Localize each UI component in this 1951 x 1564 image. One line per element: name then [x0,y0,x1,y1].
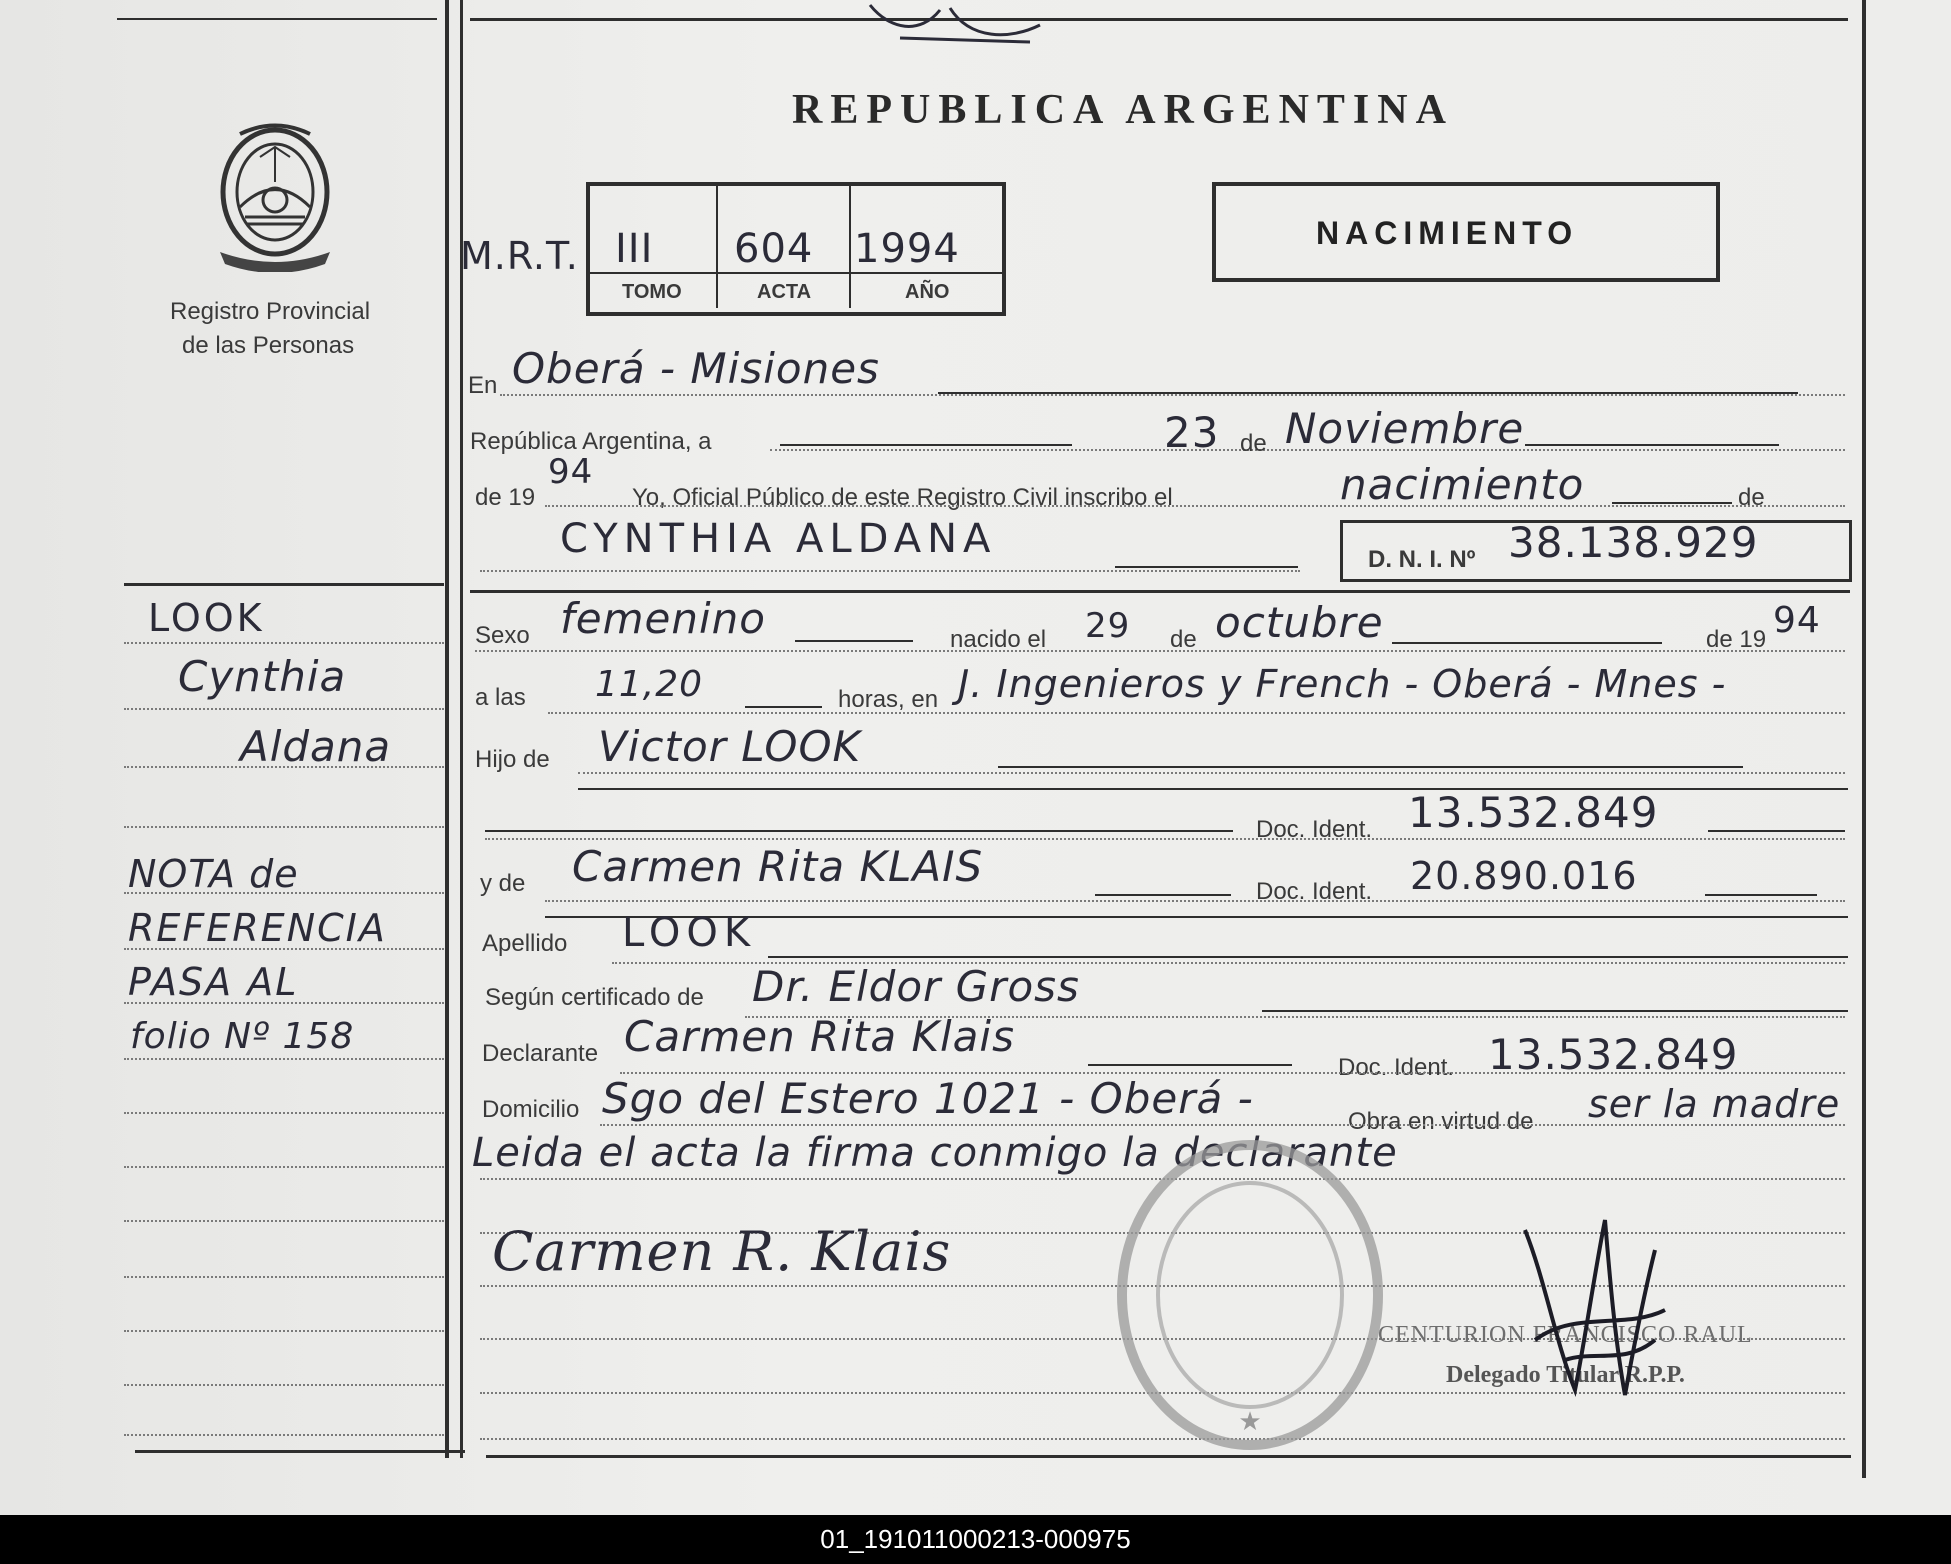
hijo-label: Hijo de [475,746,550,773]
mother-fill-rule [1095,894,1231,896]
anio-label: AÑO [905,281,950,303]
father-doc-fill-rule [485,830,1233,832]
en-label: En [468,372,498,399]
hour-fill-rule [745,706,822,708]
yde-label: y de [480,870,526,897]
top-rule-right [470,18,1848,21]
top-rule-left [117,18,437,20]
registry-name-line2: de las Personas [182,332,355,359]
margin-name-2: Aldana [240,722,392,771]
margin-note-line2: REFERENCIA [128,906,387,950]
apellido-fill-rule [768,956,1848,958]
birth-place: J. Ingenieros y French - Oberá - Mnes - [958,662,1727,706]
birth-year: 94 [1773,600,1821,641]
bottom-rule-left [135,1450,465,1453]
alas-label: a las [475,684,526,711]
yde-dotted-line [545,900,1845,902]
right-border [1862,0,1866,1478]
margin-dots-12 [124,1276,444,1278]
event-type: nacimiento [1340,460,1585,509]
mother-doc-label: Doc. Ident. [1256,878,1373,905]
registration-year: 94 [548,452,594,492]
domicilio-value: Sgo del Estero 1021 - Oberá - [602,1074,1254,1123]
acta-label: ACTA [757,281,812,303]
sexo-value: femenino [560,594,766,643]
name-fill-rule [1115,566,1298,568]
margin-dots-4 [124,826,444,828]
margin-dots-15 [124,1434,444,1436]
mrt-label: M.R.T. [460,234,579,278]
ref-col-divider-1 [716,186,718,308]
margin-dots-11 [124,1220,444,1222]
birth-hour: 11,20 [595,664,704,705]
margin-surname: LOOK [148,596,265,640]
de-label-3: de [1170,626,1197,653]
event-fill-rule [1612,502,1732,504]
father-name: Victor LOOK [598,722,862,771]
apellido-value: LOOK [622,910,757,956]
tomo-label: TOMO [622,281,682,303]
mother-doc-number: 20.890.016 [1410,854,1638,898]
hijo-dotted-line [578,772,1845,774]
margin-dots-14 [124,1384,444,1386]
margin-dots-5 [124,892,444,894]
svg-text:★: ★ [1238,1407,1262,1437]
margin-note-line1: NOTA de [128,852,299,896]
mother-doc-end-rule [1705,894,1817,896]
place-of-registry: Oberá - Misiones [512,344,880,393]
apellido-label: Apellido [482,930,568,957]
anio-value: 1994 [854,226,960,272]
segun-label: Según certificado de [485,984,704,1011]
sexo-dotted-line [475,650,1845,652]
oficial-statement: Yo, Oficial Público de este Registro Civil inscribo el [632,484,1173,511]
margin-dots-13 [124,1330,444,1332]
dni-label: D. N. I. Nº [1368,546,1476,573]
country-title: REPUBLICA ARGENTINA [792,87,1454,133]
father-doc-end-rule [1708,830,1845,832]
declarante-fill-rule [1088,1064,1292,1066]
declarante-doc-number: 13.532.849 [1488,1030,1739,1079]
margin-section-rule [124,583,444,586]
provincial-seal-icon [205,112,345,272]
official-stamp-icon [1110,1130,1390,1460]
en-dotted-line [500,394,1845,396]
birth-year-prefix: de 19 [1706,626,1767,653]
margin-dots-3 [124,766,444,768]
registry-name-line1: Registro Provincial [170,298,371,325]
birth-month: octubre [1215,598,1384,647]
yo-dotted-line [545,505,1845,507]
rep-fill-rule [780,444,1072,446]
declarant-signature: Carmen R. Klais [492,1220,952,1283]
de-label: de [1240,430,1267,457]
name-dotted-line [480,570,1300,572]
obra-label: Obra en virtud de [1348,1108,1534,1135]
mother-name: Carmen Rita KLAIS [572,842,984,891]
certifying-doctor: Dr. Eldor Gross [752,962,1080,1011]
declarante-label: Declarante [482,1040,599,1067]
dni-number: 38.138.929 [1508,518,1759,567]
sexo-fill-rule [795,640,913,642]
registration-day: 23 [1164,408,1220,457]
father-doc-number: 13.532.849 [1408,788,1659,837]
year-prefix: de 19 [475,484,536,511]
child-full-name: CYNTHIA ALDANA [560,516,997,562]
official-title: Delegado Titular R.P.P. [1446,1362,1685,1388]
margin-dots-7 [124,1002,444,1004]
margin-divider-left [445,0,449,1458]
horas-label: horas, en [838,686,939,713]
acta-value: 604 [734,226,814,272]
margin-dots-1 [124,642,444,644]
father-doc-label: Doc. Ident. [1256,816,1373,843]
margin-name-1: Cynthia [178,652,347,701]
birth-month-fill-rule [1392,642,1662,644]
father-fill-rule [998,766,1743,768]
domicilio-dotted-line [600,1124,1845,1126]
father-doc-dotted-line [485,838,1845,840]
declarante-doc-label: Doc. Ident. [1338,1054,1455,1081]
official-name: CENTURION FRANCISCO RAUL [1378,1322,1753,1348]
margin-dots-6 [124,948,444,950]
declarante-name: Carmen Rita Klais [624,1012,1015,1061]
margin-note-line4: folio Nº 158 [130,1016,355,1057]
alas-dotted-line [548,712,1845,714]
section-rule [470,590,1850,593]
birth-day: 29 [1085,606,1131,646]
margin-dots-2 [124,708,444,710]
ref-row-divider [590,272,1002,274]
margin-note-line3: PASA AL [128,960,299,1004]
top-signature-fragment [860,0,1060,45]
official-signature [1505,1190,1675,1410]
margin-dots-10 [124,1166,444,1168]
sexo-label: Sexo [475,622,530,649]
tomo-value: III [615,226,654,272]
registration-month: Noviembre [1285,404,1525,453]
margin-dots-8 [124,1058,444,1060]
margin-dots-9 [124,1112,444,1114]
month-fill-rule [1525,444,1779,446]
domicilio-label: Domicilio [482,1096,580,1123]
margin-divider-right [460,0,463,1458]
nacido-label: nacido el [950,626,1047,653]
ref-col-divider-2 [849,186,851,308]
rep-label: República Argentina, a [470,428,712,455]
segun-fill-rule [1262,1010,1848,1012]
image-id-footer: 01_191011000213-000975 [0,1515,1951,1564]
de-label-2: de [1738,484,1765,511]
record-type: NACIMIENTO [1316,215,1579,251]
closing-statement: Leida el acta la firma conmigo la declarante [472,1130,1398,1176]
obra-value: ser la madre [1588,1082,1841,1126]
